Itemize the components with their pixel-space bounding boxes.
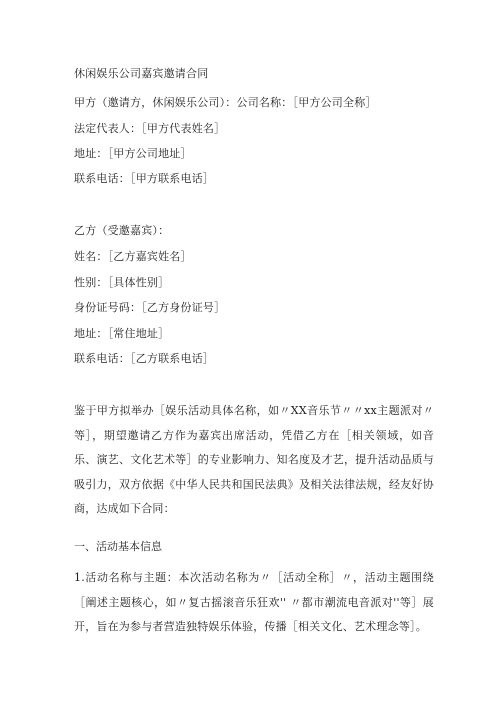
party-a-address: 地址：［甲方公司地址］ [74,147,192,160]
party-b-phone: 联系电话：［乙方联系电话］ [74,352,215,365]
party-b-name: 姓名：［乙方嘉宾姓名］ [74,250,192,263]
preamble-paragraph: 鉴于甲方拟举办［娱乐活动具体名称，如〃XX音乐节〃〃xx主题派对〃等］，期望邀请乙方作为嘉宾出席活动，凭借乙方在［相关领域，如音乐、演艺、文化艺术等］的专业影响力、知名度及才艺，提升活动品质与吸引力，双方依据《中华人民共和国民法典》及相关法律法规，经友好协商，达成如下合同： [74,404,434,515]
section-1-heading: 一、活动基本信息 [74,540,162,553]
party-b-line: 乙方（受邀嘉宾）： [74,224,170,237]
clause-1-paragraph: 1.活动名称与主题：本次活动名称为〃［活动全称］〃，活动主题围绕［阐述主题核心，如〃复古摇滚音乐狂欢'' 〃都市潮流电音派对''等］展开，旨在为参与者营造独特娱乐体验，传播［相关文化、艺术理念等］。 [74,571,434,633]
party-b-id-number: 身份证号码：［乙方身份证号］ [74,301,226,314]
party-a-phone: 联系电话：［甲方联系电话］ [74,172,215,185]
document-title: 休闲娱乐公司嘉宾邀请合同 [74,67,209,80]
party-b-gender: 性别：［具体性别］ [74,276,170,289]
party-a-line: 甲方（邀请方，休闲娱乐公司）：公司名称：［甲方公司全称］ [74,96,377,109]
party-a-representative: 法定代表人：［甲方代表姓名］ [74,122,226,135]
party-b-address: 地址：［常住地址］ [74,327,170,340]
